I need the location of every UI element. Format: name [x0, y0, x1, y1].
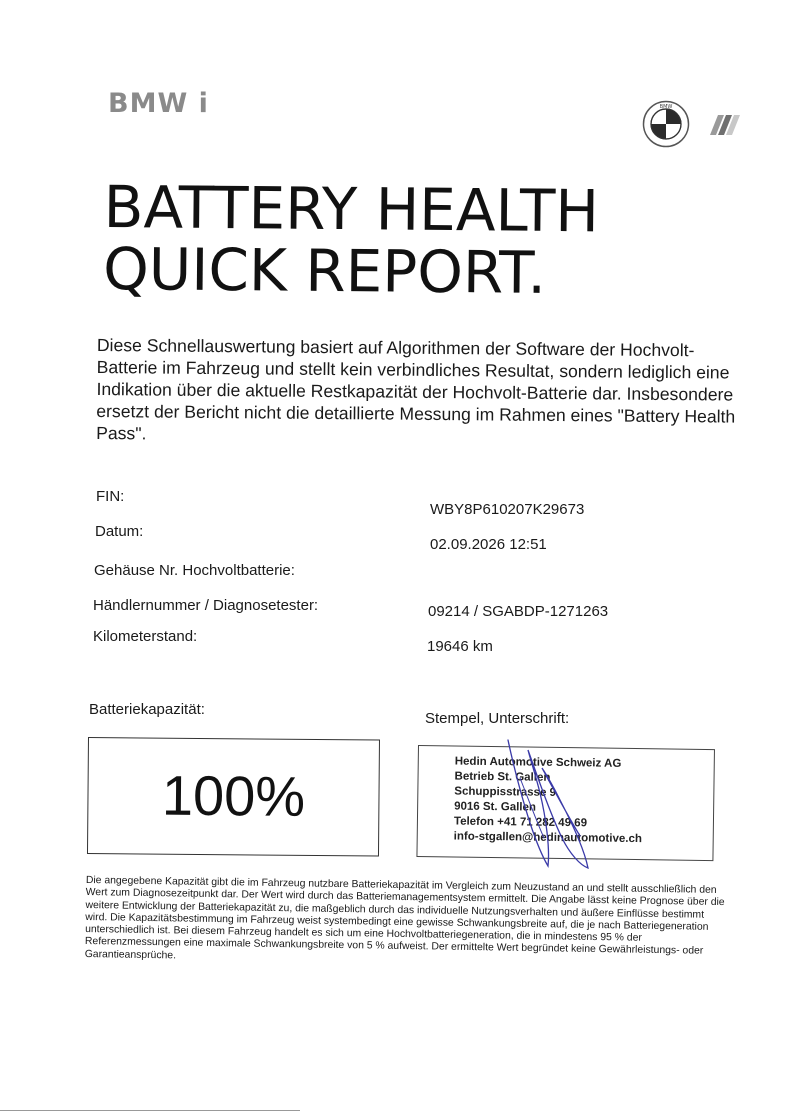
- fin-label: FIN:: [96, 488, 125, 505]
- haendler-value: 09214 / SGABDP-1271263: [428, 603, 609, 620]
- datum-label: Datum:: [95, 523, 144, 540]
- kilometerstand-label: Kilometerstand:: [93, 628, 198, 645]
- capacity-value: 100%: [161, 763, 306, 828]
- handwritten-signature: [480, 738, 620, 873]
- stamp-line-phone: Telefon +41 71 282 49 69: [453, 815, 588, 830]
- capacity-box: [87, 737, 380, 857]
- stamp-line-email: info-stgallen@hedinautomotive.ch: [453, 830, 642, 846]
- capacity-label: Batteriekapazität:: [89, 701, 205, 718]
- svg-text:BMW: BMW: [659, 104, 673, 110]
- m-stripes-logo: [702, 113, 746, 137]
- stamp-label: Stempel, Unterschrift:: [425, 710, 570, 727]
- stamp-line-street: Schuppisstrasse 9: [454, 785, 557, 799]
- fin-value: WBY8P610207K29673: [430, 501, 585, 518]
- haendler-label: Händlernummer / Diagnosetester:: [93, 597, 319, 614]
- title-line-2: QUICK REPORT.: [102, 234, 547, 307]
- bmw-roundel-logo: [642, 100, 690, 148]
- stamp-line-company: Hedin Automotive Schweiz AG: [454, 755, 622, 770]
- datum-value: 02.09.2026 12:51: [430, 536, 547, 553]
- brand-wordmark: BMW i: [108, 88, 209, 119]
- gehaeuse-label: Gehäuse Nr. Hochvoltbatterie:: [94, 562, 295, 579]
- title-line-1: BATTERY HEALTH: [103, 173, 600, 246]
- kilometerstand-value: 19646 km: [427, 638, 493, 655]
- report-title: [102, 173, 724, 307]
- stamp-line-city: 9016 St. Gallen: [454, 800, 537, 814]
- stamp-line-branch: Betrieb St. Gallen: [454, 770, 551, 784]
- page-edge-line: [0, 1110, 300, 1111]
- disclaimer-text: Die angegebene Kapazität gibt die im Fahrzeug nutzbare Batteriekapazität im Vergleich zum Neuzustand an und stellt ausschließlich den Wert zum Diagnosezeitpunkt dar. Der Wert wird durch das Batteriemanagementsystem ermittelt. Die Angabe lässt keine Prognose über die weitere Entwicklung der Batteriekapazität zu, die maßgeblich durch das individuelle Nutzungsverhalten und äußere Einflüsse bestimmt wird. Die Kapazitätsbestimmung im Fahrzeug weist systembedingt eine gewisse Schwankungsbreite auf, die je nach Batteriegeneration unterschiedlich ist. Bei diesem Fahrzeug handelt es sich um eine Hochvoltbatteriegeneration, die in mindestens 95 % der Referenzmessungen eine maximale Schwankungsbreite von 5 % aufweist. Der ermittelte Wert begründet keine Gewährleistungs- oder Garantieansprüche.: [84, 875, 725, 962]
- intro-paragraph: Diese Schnellauswertung basiert auf Algorithmen der Software der Hochvolt-Batterie im Fahrzeug und stellt kein verbindliches Resultat, sondern lediglich eine Indikation über die aktuelle Restkapazität der Hochvolt-Batterie dar. Insbesondere ersetzt der Bericht nicht die detaillierte Messung im Rahmen eines "Battery Health Pass".: [96, 334, 736, 444]
